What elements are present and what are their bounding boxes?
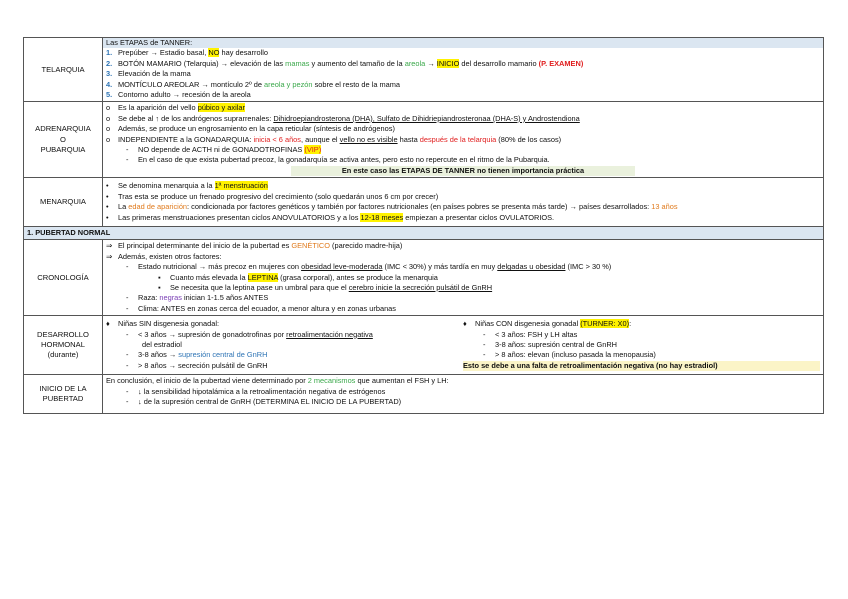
tanner-header: Las ETAPAS de TANNER: [103, 38, 823, 48]
sub-item: - Estado nutricional → más precoz en mujeres con obesidad leve-moderada (IMC < 30%) y más tardía en muy delgadas u obesidad (IMC > 30 %) [126, 262, 612, 272]
turner-note: Esto se debe a una falta de retroalimentación negativa (no hay estradiol) [463, 361, 820, 371]
label-inicio: INICIO DE LA PUBERTAD [24, 375, 103, 414]
label-menarquia: MENARQUIA [24, 178, 103, 227]
label-adrenarquia: ADRENARQUIA O PUBARQUIA [24, 102, 103, 178]
content-inicio: En conclusión, el inicio de la pubertad viene determinado por 2 mecanismos que aumentan el FSH y LH: - ↓ la sensibilidad hipotalámica a la retroalimentación negativa de estrógenos - ↓ de la supresión central de GnRH (DETERMINA EL INICIO DE LA PUBERTAD) [103, 375, 824, 414]
content-adrenarquia [103, 102, 824, 178]
label-desarrollo: DESARROLLO HORMONAL (durante) [24, 316, 103, 375]
row-cronologia [24, 240, 824, 316]
list-item: • La edad de aparición: condicionada por factores genéticos y también por factores nutricionales (en países pobres se presenta más tarde) → países desarrollados: 13 años [106, 202, 678, 212]
content-menarquia [103, 178, 824, 227]
section-title: 1. PUBERTAD NORMAL [24, 226, 824, 239]
list-item: ⇒ El principal determinante del inicio de la pubertad es GENÉTICO (parecido madre-hija) [106, 241, 403, 251]
sub-item: - En el caso de que exista pubertad precoz, la gonadarquía se activa antes, pero esto no repercute en el ritmo de la Pubarquia. [126, 155, 550, 165]
label-cronologia: CRONOLOGÍA [24, 240, 103, 316]
tanner-stage-5: 5. Contorno adulto → recesión de la areola [106, 90, 251, 100]
list-item: o Además, se produce un engrosamiento en la capa reticular (síntesis de andrógenos) [106, 124, 395, 134]
tanner-note: En este caso las ETAPAS DE TANNER no tienen importancia práctica [291, 166, 635, 176]
tanner-stage-3: 3. Elevación de la mama [106, 69, 191, 79]
tanner-stage-4: 4. MONTÍCULO AREOLAR → montículo 2º de areola y pezón sobre el resto de la mama [106, 79, 401, 89]
content-cronologia [103, 240, 824, 316]
tanner-stage-2: 2. BOTÓN MAMARIO (Telarquia) → elevación de las mamas y aumento del tamaño de la areola → INICIO del desarrollo mamario (P. EXAMEN) [106, 58, 584, 68]
column-sin-disgenesia: ♦ Niñas SIN disgenesia gonadal: - < 3 años → supresión de gonadotrofinas por retroalimentación negativa del estradiol - 3-8 años → supresión central de GnRH - > 8 años → secreción pulsátil de GnRH [106, 319, 373, 370]
column-con-disgenesia: ♦ Niñas CON disgenesia gonadal (TURNER: X0): - < 3 años: FSH y LH altas - 3-8 años: supresión central de GnRH - > 8 años: elevan (incluso pasada la menopausia) Esto se debe a una falta de retroalimentación negativa (no hay estradiol) [463, 319, 820, 371]
sub-item: - NO depende de ACTH ni de GONADOTROFINAS (VIP) [126, 145, 322, 155]
list-item: o Es la aparición del vello púbico y axilar [106, 103, 245, 113]
list-item: • Las primeras menstruaciones presentan ciclos ANOVULATORIOS y a los 12-18 meses empiezan a presentar ciclos OVULATORIOS. [106, 212, 555, 222]
content-telarquia [103, 38, 824, 102]
label-telarquia: TELARQUIA [24, 38, 103, 102]
section-header [24, 226, 824, 239]
list-item: o INDEPENDIENTE a la GONADARQUIA: inicia < 6 años, aunque el vello no es visible hasta después de la telarquia (80% de los casos) [106, 134, 562, 144]
sub-item: - Clima: ANTES en zonas cerca del ecuador, a menor altura y en zonas urbanas [126, 303, 396, 313]
row-adrenarquia [24, 102, 824, 178]
sub-item: - Raza: negras inician 1-1.5 años ANTES [126, 293, 269, 303]
row-telarquia [24, 38, 824, 102]
content-desarrollo [103, 316, 824, 375]
list-item: • Se denomina menarquia a la 1ª menstruación [106, 181, 268, 191]
row-desarrollo [24, 316, 824, 375]
list-item: • Tras esta se produce un frenado progresivo del crecimiento (solo quedarán unos 6 cm por crecer) [106, 191, 439, 201]
sub-sub-item: ▪ Cuanto más elevada la LEPTINA (grasa corporal), antes se produce la menarquia [158, 272, 438, 282]
tanner-stage-1: 1. Prepúber → Estadio basal, NO hay desarrollo [106, 48, 268, 58]
list-item: ⇒ Además, existen otros factores: [106, 251, 222, 261]
list-item: o Se debe al ↑ de los andrógenos suprarrenales: Dihidroepiandrosterona (DHA), Sulfato de Dihidriepiandrosteronaa (DHA-S) y Androstendiona [106, 113, 580, 123]
sub-sub-item: ▪ Se necesita que la leptina pase un umbral para que el cerebro inicie la secreción pulsátil de GnRH [158, 282, 493, 292]
notes-table [23, 37, 824, 414]
row-inicio [24, 375, 824, 414]
row-menarquia [24, 178, 824, 227]
